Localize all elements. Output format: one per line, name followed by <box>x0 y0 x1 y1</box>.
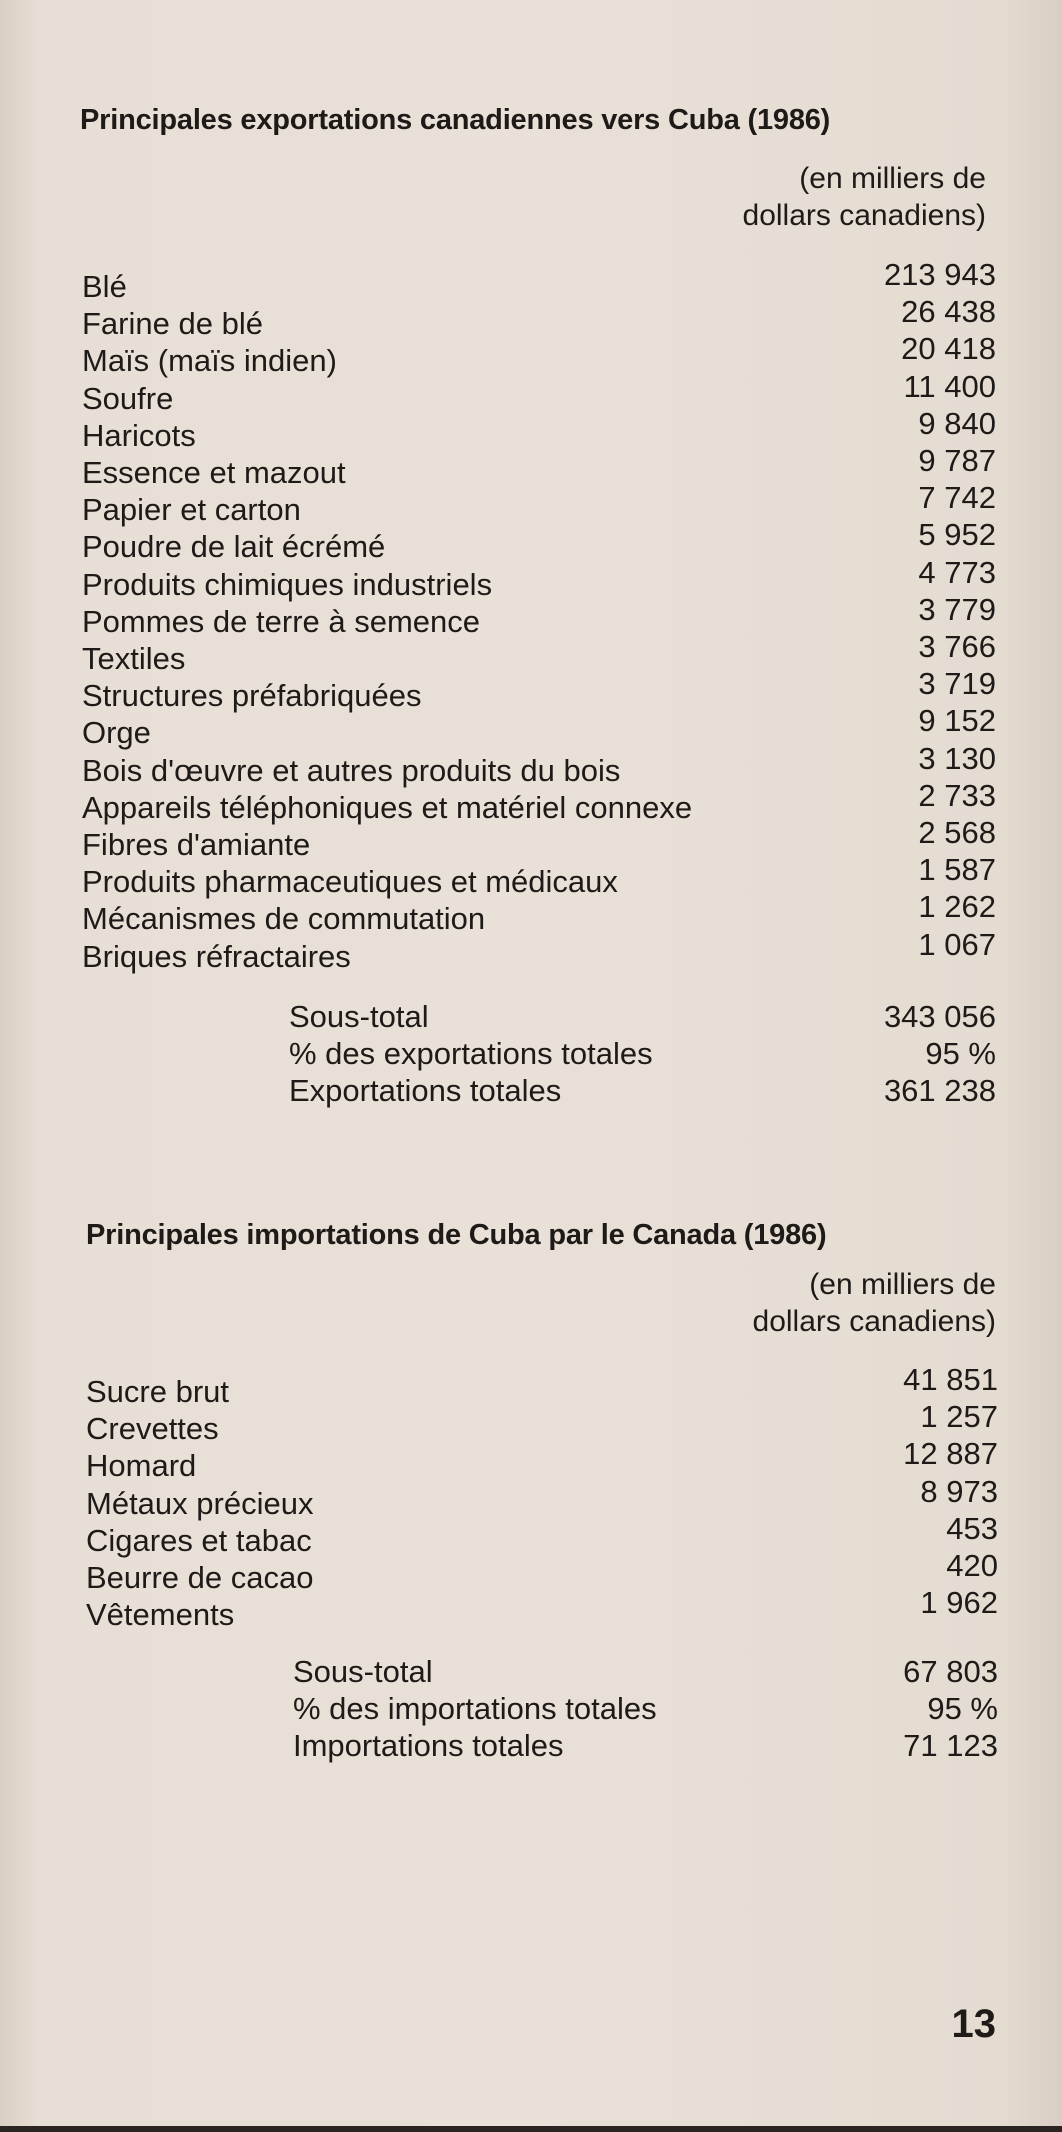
total-value: 343 056 <box>883 999 996 1034</box>
item-label: Farine de blé <box>82 306 263 342</box>
item-value: 3 766 <box>918 629 996 664</box>
total-row <box>0 1073 1062 1110</box>
item-label: Orge <box>82 715 151 751</box>
total-label: Exportations totales <box>289 1073 562 1109</box>
imports-unit-label <box>753 1266 996 1340</box>
item-value: 2 733 <box>918 777 996 813</box>
item-value: 420 <box>946 1548 998 1583</box>
item-value: 1 262 <box>918 889 996 925</box>
imports-unit-line2: dollars canadiens) <box>752 1305 996 1338</box>
table-row <box>0 554 1062 604</box>
item-label: Pommes de terre à semence <box>82 603 481 639</box>
item-value: 41 851 <box>903 1362 998 1397</box>
item-value: 9 787 <box>918 443 996 478</box>
page-bottom-edge <box>0 2126 1062 2132</box>
item-value: 1 962 <box>920 1585 998 1621</box>
item-value: 11 400 <box>903 368 996 404</box>
exports-unit-label <box>743 160 986 234</box>
total-value: 71 123 <box>903 1728 998 1764</box>
table-row <box>0 703 1062 752</box>
item-value: 213 943 <box>883 257 996 292</box>
item-label: Soufre <box>82 380 174 416</box>
total-label: % des exportations totales <box>289 1036 653 1072</box>
total-label: Sous-total <box>293 1654 433 1689</box>
total-label: % des importations totales <box>293 1691 657 1727</box>
total-label: Importations totales <box>293 1728 564 1764</box>
item-label: Papier et carton <box>82 492 301 528</box>
item-label: Appareils téléphoniques et matériel connexe <box>82 789 693 825</box>
table-row <box>0 926 1062 976</box>
table-row <box>0 368 1062 418</box>
item-value: 4 773 <box>918 554 996 590</box>
total-row <box>0 1654 1062 1691</box>
total-row <box>0 1036 1062 1073</box>
item-label: Maïs (maïs indien) <box>82 343 337 379</box>
item-label: Poudre de lait écrémé <box>82 529 386 565</box>
item-label: Briques réfractaires <box>82 938 351 974</box>
table-row <box>0 1548 1062 1597</box>
item-value: 8 973 <box>920 1473 998 1509</box>
table-row <box>0 889 1062 938</box>
imports-title: Principales importations de Cuba par le Canada (1986) <box>86 1219 827 1251</box>
total-row <box>0 1728 1062 1765</box>
table-row <box>0 1510 1062 1560</box>
item-label: Structures préfabriquées <box>82 678 422 714</box>
item-value: 26 438 <box>901 294 996 330</box>
item-label: Textiles <box>82 641 186 676</box>
table-row <box>0 777 1062 827</box>
table-row <box>0 815 1062 864</box>
table-row <box>0 1585 1062 1634</box>
item-label: Produits pharmaceutiques et médicaux <box>82 864 618 900</box>
item-value: 3 719 <box>918 666 996 702</box>
total-value: 95 % <box>927 1691 998 1727</box>
table-row <box>0 1473 1062 1523</box>
page-number: 13 <box>951 2002 996 2046</box>
item-label: Bois d'œuvre et autres produits du bois <box>82 752 621 788</box>
total-label: Sous-total <box>289 999 429 1034</box>
total-row <box>0 1691 1062 1728</box>
item-value: 20 418 <box>901 331 996 367</box>
table-row <box>0 480 1062 529</box>
exports-unit-line2: dollars canadiens) <box>742 199 986 232</box>
item-label: Sucre brut <box>86 1374 230 1409</box>
imports-unit-line1: (en milliers de <box>809 1268 996 1301</box>
item-label: Essence et mazout <box>82 455 346 490</box>
total-value: 67 803 <box>903 1654 998 1689</box>
item-label: Crevettes <box>86 1411 219 1447</box>
item-label: Vêtements <box>86 1597 235 1633</box>
item-label: Produits chimiques industriels <box>82 566 493 602</box>
table-row <box>0 852 1062 901</box>
table-row <box>0 517 1062 566</box>
table-row <box>0 443 1062 492</box>
table-row <box>0 629 1062 678</box>
total-value: 361 238 <box>883 1073 996 1109</box>
item-value: 453 <box>946 1510 998 1546</box>
total-row <box>0 999 1062 1036</box>
item-value: 9 840 <box>918 405 996 441</box>
table-row <box>0 1362 1062 1411</box>
item-value: 1 067 <box>918 926 996 962</box>
table-row <box>0 666 1062 715</box>
item-value: 3 779 <box>918 591 996 627</box>
table-row <box>0 591 1062 641</box>
item-label: Mécanismes de commutation <box>82 901 486 937</box>
item-value: 3 130 <box>918 740 996 776</box>
item-label: Beurre de cacao <box>86 1560 314 1595</box>
item-label: Blé <box>82 269 127 304</box>
item-value: 1 257 <box>920 1399 998 1435</box>
item-value: 2 568 <box>918 815 996 850</box>
exports-unit-line1: (en milliers de <box>799 162 986 195</box>
item-value: 5 952 <box>918 517 996 553</box>
item-value: 7 742 <box>918 480 996 516</box>
item-value: 1 587 <box>918 852 996 888</box>
table-row <box>0 1436 1062 1485</box>
item-value: 9 152 <box>918 703 996 739</box>
item-label: Cigares et tabac <box>86 1522 312 1558</box>
total-value: 95 % <box>925 1036 996 1072</box>
item-value: 12 887 <box>903 1436 998 1472</box>
item-label: Homard <box>86 1448 197 1484</box>
table-row <box>0 405 1062 455</box>
item-label: Haricots <box>82 417 196 453</box>
item-label: Métaux précieux <box>86 1485 314 1521</box>
exports-title: Principales exportations canadiennes vers Cuba (1986) <box>80 104 831 136</box>
table-row <box>0 740 1062 790</box>
item-label: Fibres d'amiante <box>82 827 311 862</box>
